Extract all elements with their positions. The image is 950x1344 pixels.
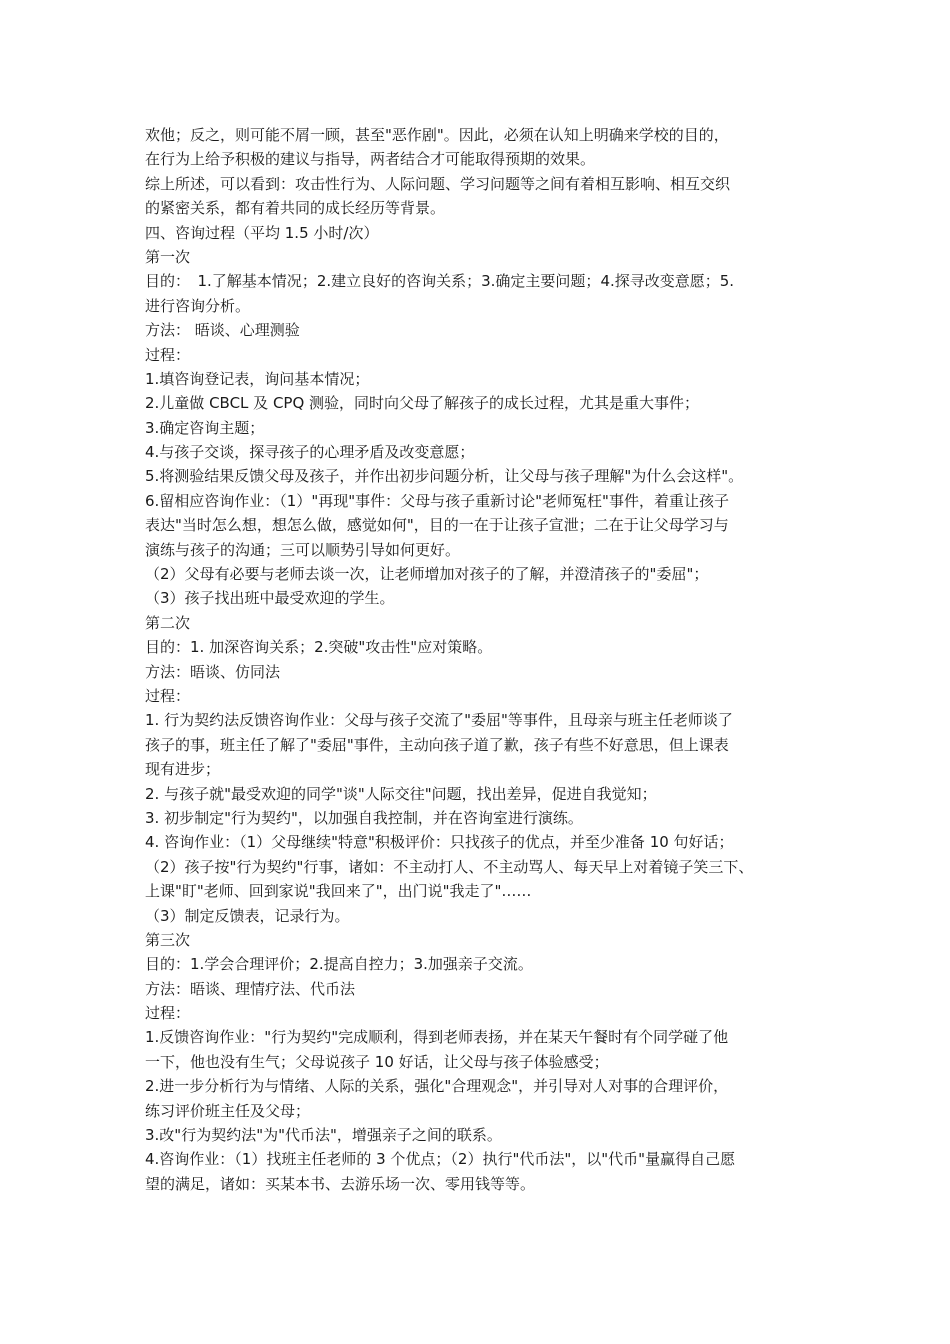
- text-line: 方法： 晤谈、心理测验: [145, 321, 300, 340]
- text-line: 过程：: [145, 1004, 191, 1023]
- text-line: 3.确定咨询主题；: [145, 418, 265, 437]
- text-line: 进行咨询分析。: [145, 296, 251, 315]
- text-line: 过程：: [145, 686, 191, 705]
- text-line: 4.与孩子交谈，探寻孩子的心理矛盾及改变意愿；: [145, 443, 475, 462]
- text-line: 表达"当时怎么想，想怎么做，感觉如何"，目的一在于让孩子宣泄；二在于让父母学习与: [145, 516, 729, 535]
- text-line: （3）孩子找出班中最受欢迎的学生。: [145, 589, 395, 608]
- text-line: 1.反馈咨询作业："行为契约"完成顺利，得到老师表扬，并在某天午餐时有个同学碰了他: [145, 1028, 729, 1047]
- text-line: （3）制定反馈表，记录行为。: [145, 906, 350, 925]
- text-line: 2. 与孩子就"最受欢迎的同学"谈"人际交往"问题，找出差异，促进自我觉知；: [145, 784, 657, 803]
- text-line: 上课"盯"老师、回到家说"我回来了"，出门说"我走了"……: [145, 882, 532, 901]
- text-line: 孩子的事，班主任了解了"委屈"事件，主动向孩子道了歉，孩子有些不好意思，但上课表: [145, 735, 729, 754]
- text-line: 目的：1. 加深咨询关系；2.突破"攻击性"应对策略。: [145, 638, 493, 657]
- text-line: 的紧密关系，都有着共同的成长经历等背景。: [145, 199, 446, 218]
- session-heading: 第三次: [145, 930, 191, 949]
- text-line: 3.改"行为契约法"为"代币法"，增强亲子之间的联系。: [145, 1126, 502, 1145]
- text-line: 现有进步；: [145, 760, 221, 779]
- text-line: 3. 初步制定"行为契约"，以加强自我控制，并在咨询室进行演练。: [145, 808, 583, 827]
- text-line: 欢他；反之，则可能不屑一顾，甚至"恶作剧"。因此，必须在认知上明确来学校的目的，: [145, 126, 729, 144]
- section-heading: 四、咨询过程（平均 1.5 小时/次）: [145, 223, 379, 242]
- text-line: 方法：晤谈、仿同法: [145, 662, 281, 681]
- text-line: 1. 行为契约法反馈咨询作业：父母与孩子交流了"委屈"等事件，且母亲与班主任老师谈了: [145, 711, 733, 730]
- document-body: [145, 123, 825, 1196]
- text-line: 4. 咨询作业：（1）父母继续"特意"积极评价：只找孩子的优点，并至少准备 10 句好话；: [145, 833, 734, 852]
- session-heading: 第二次: [145, 613, 191, 632]
- text-line: 过程：: [145, 345, 191, 364]
- text-line: 练习评价班主任及父母；: [145, 1101, 311, 1120]
- text-line: 2.儿童做 CBCL 及 CPQ 测验，同时向父母了解孩子的成长过程，尤其是重大事件；: [145, 394, 700, 413]
- text-line: 4.咨询作业：（1）找班主任老师的 3 个优点；（2）执行"代币法"，以"代币"量赢得自己愿: [145, 1150, 736, 1169]
- text-line: 1.填咨询登记表，询问基本情况；: [145, 369, 370, 388]
- text-line: 综上所述，可以看到：攻击性行为、人际问题、学习问题等之间有着相互影响、相互交织: [145, 174, 731, 193]
- text-line: （2）父母有必要与老师去谈一次，让老师增加对孩子的了解，并澄清孩子的"委屈"；: [145, 565, 709, 584]
- text-line: 方法：晤谈、理情疗法、代币法: [145, 979, 356, 998]
- session-heading: 第一次: [145, 247, 191, 266]
- text-line: 一下，他也没有生气；父母说孩子 10 好话，让父母与孩子体验感受；: [145, 1052, 609, 1071]
- text-line: 演练与孩子的沟通；三可以顺势引导如何更好。: [145, 540, 461, 559]
- text-line: 在行为上给予积极的建议与指导，两者结合才可能取得预期的效果。: [145, 150, 596, 169]
- text-line: 2.进一步分析行为与情绪、人际的关系，强化"合理观念"，并引导对人对事的合理评价，: [145, 1077, 729, 1096]
- text-line: 6.留相应咨询作业：（1）"再现"事件：父母与孩子重新讨论"老师冤枉"事件，着重让孩子: [145, 491, 729, 510]
- text-line: 5.将测验结果反馈父母及孩子，并作出初步问题分析，让父母与孩子理解"为什么会这样"。: [145, 467, 744, 486]
- text-line: 望的满足，诸如：买某本书、去游乐场一次、零用钱等等。: [145, 1174, 536, 1193]
- text-line: 目的： 1.了解基本情况；2.建立良好的咨询关系；3.确定主要问题；4.探寻改变意愿；5.: [145, 272, 735, 291]
- text-line: 目的：1.学会合理评价；2.提高自控力；3.加强亲子交流。: [145, 955, 533, 974]
- text-line: （2）孩子按"行为契约"行事，诸如：不主动打人、不主动骂人、每天早上对着镜子笑三下、: [145, 857, 754, 876]
